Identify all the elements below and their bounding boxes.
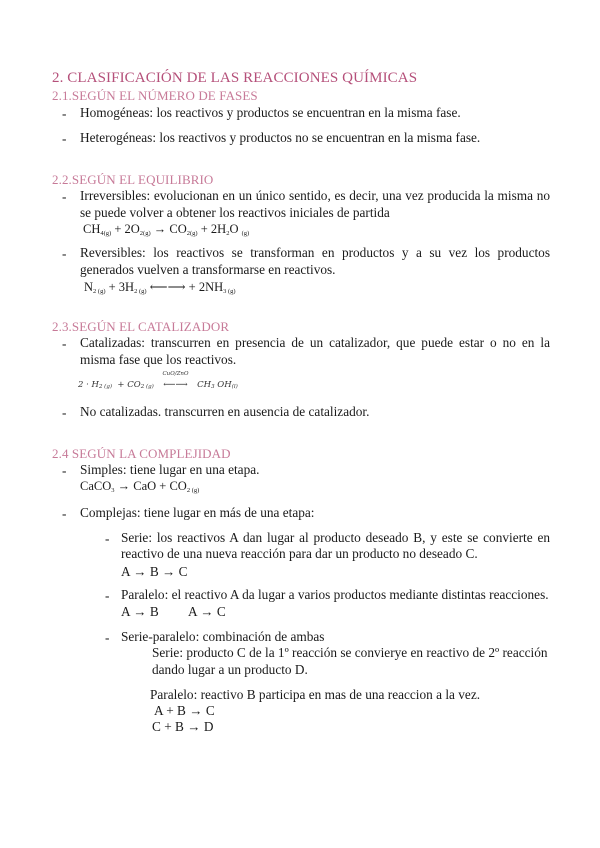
heading-complejidad: 2.4 SEGÚN LA COMPLEJIDAD (52, 446, 231, 461)
bullet: - (105, 630, 110, 645)
bullet: - (62, 463, 67, 478)
bullet: - (62, 336, 67, 351)
item-catalizadas-line1: Catalizadas: transcurren en presencia de un catalizador, que puede estar o no en la (80, 335, 550, 350)
equation-paralelo-1: A → B (121, 604, 159, 619)
bullet: - (62, 405, 67, 420)
equation-paralelo-2: A → C (188, 604, 226, 619)
item-heterogeneas: Heterogéneas: los reactivos y productos no se encuentran en la misma fase. (80, 130, 481, 145)
equation-caco3: CaCO$_3$ → CaO + $CO_{2 (g)}$ (80, 479, 200, 494)
bullet: - (62, 246, 67, 261)
section-title: 2. CLASIFICACIÓN DE LAS REACCIONES QUÍMICAS (52, 70, 418, 86)
sp-equation-2: C + B → D (152, 719, 214, 734)
item-homogeneas: Homogéneas: los reactivos y productos se encuentran en la misma fase. (80, 105, 461, 120)
bullet: - (105, 588, 110, 603)
sp-serie-line1: Serie: producto C de la 1º reacción se convieryе en reactivo de 2º reacción (152, 645, 548, 660)
item-serie-line2: reactivo de una nueva reacción para dar un producto no deseado C. (121, 546, 478, 561)
heading-fases: 2.1.SEGÚN EL NÚMERO DE FASES (52, 88, 258, 103)
sp-equation-1: A + B → C (154, 703, 215, 718)
equation-serie: A → B → C (121, 564, 188, 579)
item-irreversibles-line1: Irreversibles: evolucionan en un único sentido, es decir, una vez producida la misma no (80, 188, 550, 203)
equation-combustion: $CH_{4(g)} + 2O_{2(g)} \to CO_{2(g)} + 2H_2O$ $_{(g)}$ (83, 222, 250, 237)
sp-serie-line2: dando lugar a un producto D. (152, 662, 308, 677)
bullet: - (62, 189, 67, 204)
bullet: - (62, 106, 67, 121)
catalyst-label: CuO/ZnO (162, 371, 189, 377)
item-no-catalizadas: No catalizadas. transcurren en ausencia de catalizador. (80, 404, 370, 419)
bullet: - (105, 531, 110, 546)
item-irreversibles-line2: se puede volver a obtener los reactivos iniciales de partida (80, 205, 390, 220)
item-serie-paralelo: Serie-paralelo: combinación de ambas (121, 629, 325, 644)
item-paralelo: Paralelo: el reactivo A da lugar a varios productos mediante distintas reacciones. (121, 587, 549, 602)
item-reversibles-line1: Reversibles: los reactivos se transforman en productos y a su vez los productos (80, 245, 550, 260)
bullet: - (62, 506, 67, 521)
item-catalizadas-line2: misma fase que los reactivos. (80, 352, 237, 367)
heading-equilibrio: 2.2.SEGÚN EL EQUILIBRIO (52, 172, 214, 187)
equation-haber: $N_{2 (g)} + 3H_{2 (g)}$ ⟵⟶ + $2NH_{3 (g)}$ (84, 280, 236, 295)
sp-paralelo: Paralelo: reactivo B participa en mas de una reaccion a la vez. (150, 687, 481, 702)
heading-catalizador: 2.3.SEGÚN EL CATALIZADOR (52, 319, 230, 334)
item-complejas: Complejas: tiene lugar en más de una etapa: (80, 505, 315, 520)
item-simples: Simples: tiene lugar en una etapa. (80, 462, 260, 477)
item-serie-line1: Serie: los reactivos A dan lugar al producto deseado B, y este se convierte en (121, 530, 550, 545)
bullet: - (62, 131, 67, 146)
equation-methanol: $2 \cdot H_{2 (g)} + CO_{2 (g)}$ CuO/ZnO ⟵⟶ $CH_3$ $OH_{(l)}$ (78, 371, 238, 390)
catalyst-arrow: CuO/ZnO ⟵⟶ (156, 380, 194, 390)
item-reversibles-line2: generados vuelven a transformarse en reactivos. (80, 262, 336, 277)
